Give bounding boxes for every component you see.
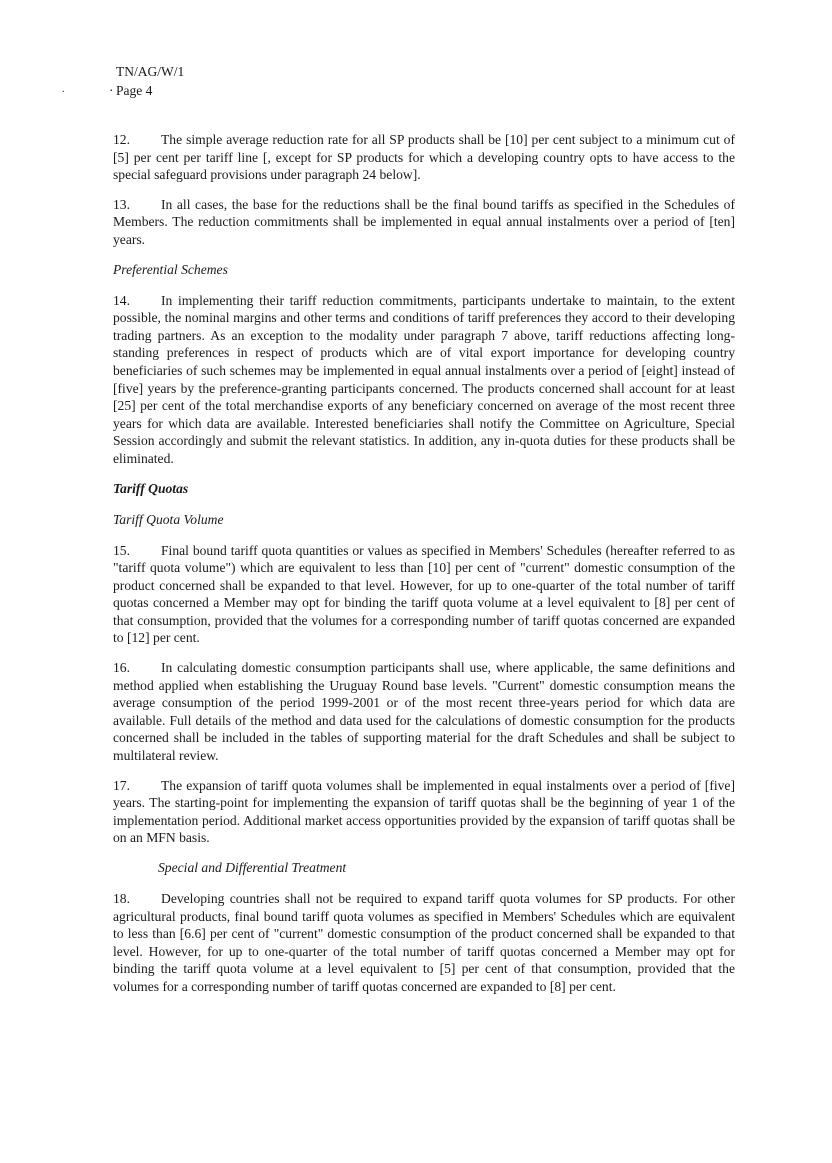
bullet-mark: · — [109, 83, 114, 98]
document-body — [113, 131, 735, 1008]
section-heading-preferential-schemes: Preferential Schemes — [113, 261, 228, 277]
paragraph-text: Final bound tariff quota quantities or values as specified in Members' Schedules (hereafter referred to as "tariff quota volume") which are equivalent to less than [10] per cent of "current" domestic consumption of the product concerned shall be expanded to that level. However, for up to one-quarter of the total number of tariff quotas concerned a Member may opt for binding the tariff quota volume at a level equivalent to [8] per cent of that consumption, provided that the volumes for a corresponding number of tariff quotas concerned are expanded to [12] per cent. — [113, 542, 735, 646]
paragraph-15 — [113, 542, 735, 648]
subsection-heading-special-differential-treatment: Special and Differential Treatment — [158, 860, 347, 875]
paragraph-12 — [113, 131, 735, 184]
paragraph-text: In all cases, the base for the reductions shall be the final bound tariffs as specified in the Schedules of Members. The reduction commitments shall be implemented in equal annual instalments over a period of [ten] years. — [113, 196, 735, 247]
paragraph-number: 17. — [113, 777, 130, 793]
paragraph-number: 15. — [113, 542, 130, 558]
paragraph-number: 12. — [113, 132, 130, 147]
paragraph-text: In calculating domestic consumption participants shall use, where applicable, the same definitions and method applied when establishing the Uruguay Round base levels. "Current" domestic consumption means the average consumption of the period 1999-2001 or of the most recent three-years period for which data are available. Full details of the method and data used for the calculations of domestic consumption for the products concerned shall be included in the tables of supporting material for the draft Schedules and shall be subject to multilateral review. — [113, 660, 735, 764]
subsection-heading-tariff-quota-volume: Tariff Quota Volume — [113, 511, 224, 527]
document-symbol: TN/AG/W/1 — [116, 64, 185, 79]
paragraph-text: The simple average reduction rate for all SP products shall be [10] per cent subject to a minimum cut of [5] per cent per tariff line [, except for SP products for which a developing country opts to have access to the special safeguard provisions under paragraph 24 below]. — [113, 132, 735, 183]
page-label: Page 4 — [116, 83, 153, 98]
paragraph-number: 16. — [113, 660, 130, 676]
stray-mark: . — [62, 84, 65, 95]
page-number — [109, 81, 184, 100]
paragraph-13 — [113, 196, 735, 249]
paragraph-text: The expansion of tariff quota volumes shall be implemented in equal instalments over a period of [five] years. The starting-point for implementing the expansion of tariff quotas shall be the beginning of year 1 of the implementation period. Additional market access opportunities provided by the expansion of tariff quotas shall be on an MFN basis. — [113, 777, 735, 846]
paragraph-text: In implementing their tariff reduction commitments, participants undertake to maintain, to the extent possible, the nominal margins and other terms and conditions of tariff preferences they accord to their developing trading partners. As an exception to the modality under paragraph 7 above, tariff reductions affecting long-standing preferences in respect of products which are of vital export importance for developing country beneficiaries of such schemes may be implemented in equal annual instalments over a period of [eight] instead of [five] years by the preference-granting participants concerned. The products concerned shall account for at least [25] per cent of the total merchandise exports of any beneficiary concerned on average of the most recent three years for which data are available. Interested beneficiaries shall notify the Committee on Agriculture, Special Session accordingly and submit the relevant statistics. In addition, any in-quota duties for these products shall be eliminated. — [113, 292, 735, 466]
section-heading-tariff-quotas: Tariff Quotas — [113, 480, 189, 496]
paragraph-18 — [113, 890, 735, 996]
page-header — [109, 62, 185, 100]
paragraph-number: 14. — [113, 292, 130, 308]
paragraph-17 — [113, 777, 735, 847]
paragraph-number: 18. — [113, 891, 130, 906]
paragraph-text: Developing countries shall not be required to expand tariff quota volumes for SP products. For other agricultural products, final bound tariff quota volumes as specified in Members' Schedules which are equivalent to less than [6.6] per cent of "current" domestic consumption of the product concerned shall be expanded to that level. However, for up to one-quarter of the total number of tariff quotas concerned a Member may opt for binding the tariff quota volume at a level equivalent to [5] per cent of that consumption, provided that the volumes for a corresponding number of tariff quotas concerned are expanded to [8] per cent. — [113, 891, 735, 994]
paragraph-16 — [113, 659, 735, 765]
paragraph-number: 13. — [113, 196, 130, 212]
paragraph-14 — [113, 292, 735, 468]
